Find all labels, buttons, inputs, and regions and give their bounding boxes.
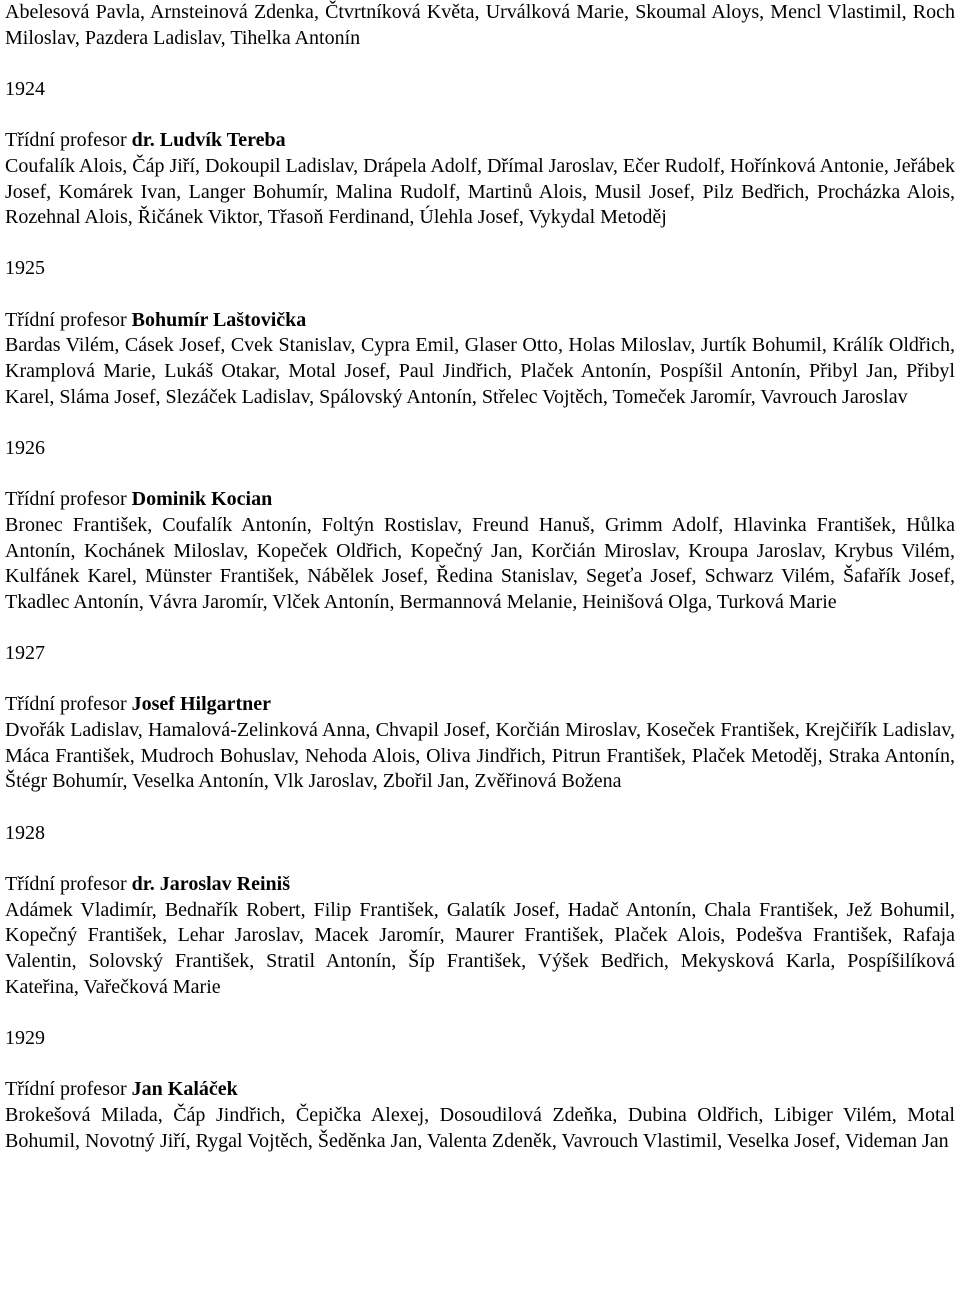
class-teacher-label: Třídní profesor [5,488,127,511]
class-teacher-1924 [5,128,955,154]
year-heading-1925: 1925 [5,257,45,280]
year-heading-1924: 1924 [5,77,45,100]
year-heading-1927: 1927 [5,642,45,665]
intro-names: Abelesová Pavla, Arnsteinová Zdenka, Čtvrtníková Květa, Urválková Marie, Skoumal Aloys, Mencl Vlastimil, Roch Miloslav, Pazdera Ladislav, Tihelka Antonín [5,1,955,49]
class-teacher-name: dr. Ludvík Tereba [131,129,286,152]
class-teacher-name: dr. Jaroslav Reiniš [131,872,290,895]
student-list-1928: Adámek Vladimír, Bednařík Robert, Filip František, Galatík Josef, Hadač Antonín, Chala František, Jež Bohumil, Kopečný František, Lehar Jaroslav, Macek Jaromír, Maurer František, Plaček Alois, Podešva František, Rafaja Valentin, Solovský František, Stratil Antonín, Šíp František, Výšek Bedřich, Mekysková Karla, Pospíšilíková Kateřina, Vařečková Marie [5,898,955,998]
class-teacher-label: Třídní profesor [5,1078,127,1101]
student-list-1929: Brokešová Milada, Čáp Jindřich, Čepička Alexej, Dosoudilová Zdeňka, Dubina Oldřich, Libiger Vilém, Motal Bohumil, Novotný Jiří, Rygal Vojtěch, Šeděnka Jan, Valenta Zdeněk, Vavrouch Vlastimil, Veselka Josef, Videman Jan [5,1103,955,1152]
year-heading-1928: 1928 [5,821,45,844]
class-teacher-1929 [5,1077,955,1103]
year-heading-1929: 1929 [5,1026,45,1049]
year-heading-1926: 1926 [5,436,45,459]
student-list-1924: Coufalík Alois, Čáp Jiří, Dokoupil Ladislav, Drápela Adolf, Dřímal Jaroslav, Ečer Rudolf, Hořínková Antonie, Jeřábek Josef, Komárek Ivan, Langer Bohumír, Malina Rudolf, Martinů Alois, Musil Josef, Pilz Bedřich, Procházka Alois, Rozehnal Alois, Řičánek Viktor, Třasoň Ferdinand, Úlehla Josef, Vykydal Metoděj [5,154,955,229]
student-list-1927: Dvořák Ladislav, Hamalová-Zelinková Anna, Chvapil Josef, Korčián Miroslav, Koseček František, Krejčiřík Ladislav, Máca František, Mudroch Bohuslav, Nehoda Alois, Oliva Jindřich, Pitrun František, Plaček Metoděj, Straka Antonín, Štégr Bohumír, Veselka Antonín, Vlk Jaroslav, Zbořil Jan, Zvěřinová Božena [5,719,955,793]
class-teacher-name: Josef Hilgartner [131,693,272,716]
class-teacher-name: Jan Kaláček [131,1078,238,1101]
student-list-1925: Bardas Vilém, Cásek Josef, Cvek Stanislav, Cypra Emil, Glaser Otto, Holas Miloslav, Jurtík Bohumil, Králík Oldřich, Kramplová Marie, Lukáš Otakar, Motal Josef, Paul Jindřich, Plaček Antonín, Pospíšil Antonín, Přibyl Jan, Přibyl Karel, Sláma Josef, Slezáček Ladislav, Spálovský Antonín, Střelec Vojtěch, Tomeček Jaromír, Vavrouch Jaroslav [5,334,955,408]
class-teacher-label: Třídní profesor [5,872,127,895]
class-teacher-name: Bohumír Laštovička [131,308,307,331]
class-teacher-label: Třídní profesor [5,693,127,716]
class-teacher-1928 [5,872,955,898]
student-list-1926: Bronec František, Coufalík Antonín, Foltýn Rostislav, Freund Hanuš, Grimm Adolf, Hlavinka František, Hůlka Antonín, Kochánek Miloslav, Kopeček Oldřich, Kopečný Jan, Korčián Miroslav, Kroupa Jaroslav, Krybus Vilém, Kulfánek Karel, Münster František, Nábělek Josef, Ředina Stanislav, Segeťa Josef, Schwarz Vilém, Šafařík Josef, Tkadlec Antonín, Vávra Jaromír, Vlček Antonín, Bermannová Melanie, Heinišová Olga, Turková Marie [5,513,955,613]
class-teacher-1926 [5,487,955,513]
class-teacher-label: Třídní profesor [5,308,127,331]
class-teacher-name: Dominik Kocian [131,488,273,511]
class-teacher-label: Třídní profesor [5,129,127,152]
class-teacher-1925 [5,308,955,334]
class-teacher-1927 [5,692,955,718]
